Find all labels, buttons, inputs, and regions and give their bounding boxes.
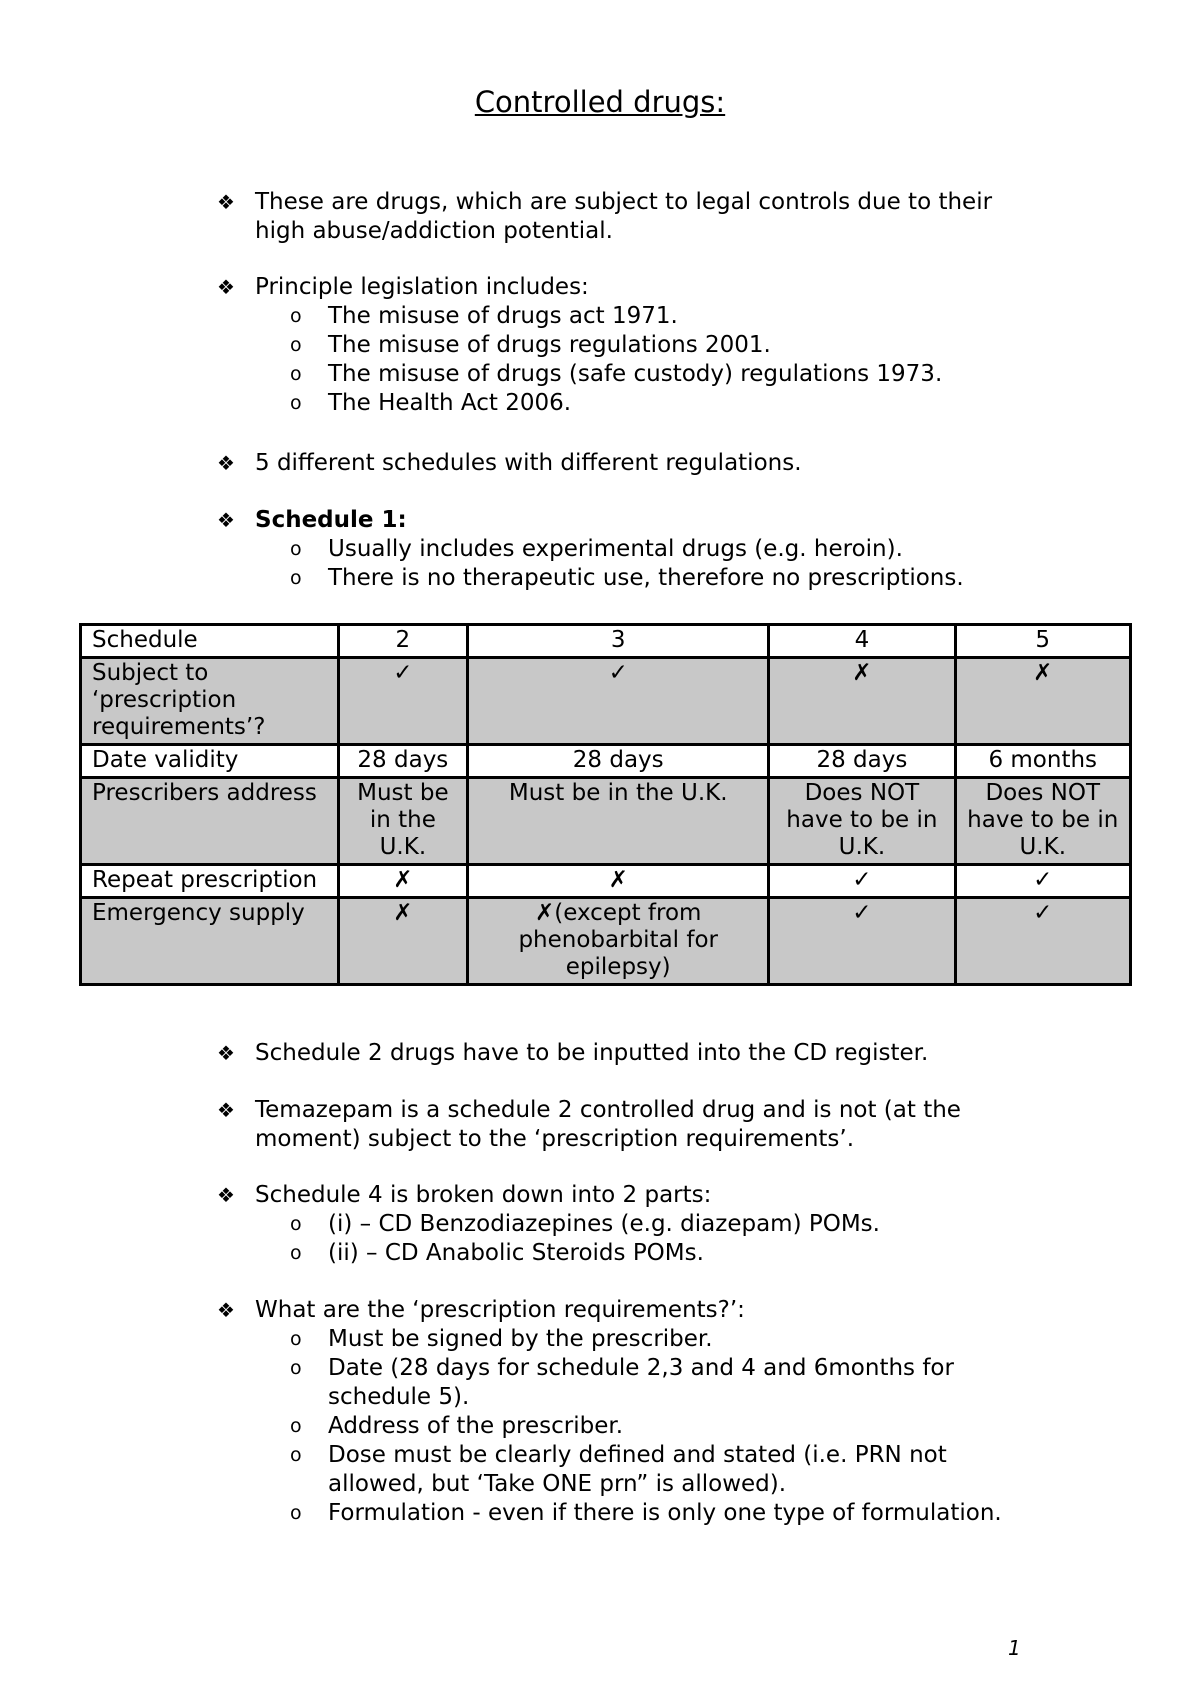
list-item: Date (28 days for schedule 2,3 and 4 and 6months for schedule 5). <box>328 1355 954 1410</box>
table-cell: 28 days <box>468 745 769 778</box>
bullet-schedules <box>0 449 1200 478</box>
table-cell: Does NOT have to be in U.K. <box>955 778 1131 865</box>
bullet-prescription-requirements <box>0 1296 1200 1528</box>
diamond-bullet-icon: ❖ <box>217 1098 235 1122</box>
circle-bullet-icon: o <box>290 1328 302 1350</box>
circle-bullet-icon: o <box>290 1502 302 1524</box>
bullet-legislation <box>0 273 1200 418</box>
page-number: 1 <box>1008 1636 1021 1660</box>
circle-bullet-icon: o <box>290 567 302 589</box>
table-header-cell: Schedule <box>81 625 339 658</box>
row-label: Prescribers address <box>81 778 339 865</box>
bullet-text: Temazepam is a schedule 2 controlled drug and is not (at the moment) subject to the ‘prescription requirements’. <box>255 1097 961 1152</box>
diamond-bullet-icon: ❖ <box>217 1041 235 1065</box>
table-row <box>81 898 1131 985</box>
table-cell: ✓ <box>955 898 1131 985</box>
table-row <box>81 865 1131 898</box>
diamond-bullet-icon: ❖ <box>217 1183 235 1207</box>
table-cell: ✗ <box>468 865 769 898</box>
table-cell: ✗ <box>338 898 468 985</box>
table-row <box>81 778 1131 865</box>
bullet-text: What are the ‘prescription requirements?’: <box>255 1297 745 1323</box>
bullet-cd-register <box>0 1039 1200 1068</box>
table-cell: ✗ <box>338 865 468 898</box>
list-item: (ii) – CD Anabolic Steroids POMs. <box>328 1240 704 1266</box>
row-label: Repeat prescription <box>81 865 339 898</box>
list-item: Usually includes experimental drugs (e.g. heroin). <box>328 536 903 562</box>
table-row <box>81 745 1131 778</box>
bullet-heading: Schedule 1: <box>255 507 407 533</box>
bullet-text: Principle legislation includes: <box>255 274 589 300</box>
table-cell: Must be in the U.K. <box>468 778 769 865</box>
table-cell: ✗(except from phenobarbital for epilepsy) <box>468 898 769 985</box>
table-header-cell: 2 <box>338 625 468 658</box>
schedule-table <box>79 623 1132 986</box>
circle-bullet-icon: o <box>290 538 302 560</box>
table-cell: 6 months <box>955 745 1131 778</box>
row-label: Date validity <box>81 745 339 778</box>
list-item: The misuse of drugs (safe custody) regulations 1973. <box>328 361 943 387</box>
table-header-cell: 5 <box>955 625 1131 658</box>
table-header-cell: 3 <box>468 625 769 658</box>
diamond-bullet-icon: ❖ <box>217 275 235 299</box>
diamond-bullet-icon: ❖ <box>217 451 235 475</box>
table-cell: ✓ <box>769 898 955 985</box>
table-cell: ✓ <box>468 658 769 745</box>
table-cell: ✗ <box>955 658 1131 745</box>
table-cell: ✓ <box>338 658 468 745</box>
page-title: Controlled drugs: <box>474 85 726 119</box>
bullet-text: These are drugs, which are subject to legal controls due to their high abuse/addiction potential. <box>255 189 993 244</box>
list-item: Must be signed by the prescriber. <box>328 1326 713 1352</box>
circle-bullet-icon: o <box>290 1242 302 1264</box>
bullet-schedule-4 <box>0 1181 1200 1268</box>
diamond-bullet-icon: ❖ <box>217 508 235 532</box>
table-cell: 28 days <box>769 745 955 778</box>
circle-bullet-icon: o <box>290 1357 302 1379</box>
table-cell: 28 days <box>338 745 468 778</box>
circle-bullet-icon: o <box>290 1415 302 1437</box>
list-item: The misuse of drugs act 1971. <box>328 303 678 329</box>
bullet-temazepam <box>0 1096 1200 1154</box>
bullet-schedule-1 <box>0 506 1200 593</box>
table-header-row <box>81 625 1131 658</box>
diamond-bullet-icon: ❖ <box>217 1298 235 1322</box>
table-cell: Must be in the U.K. <box>338 778 468 865</box>
diamond-bullet-icon: ❖ <box>217 190 235 214</box>
list-item: Dose must be clearly defined and stated (i.e. PRN not allowed, but ‘Take ONE prn” is allowed). <box>328 1442 947 1497</box>
table-row <box>81 658 1131 745</box>
bullet-text: 5 different schedules with different regulations. <box>255 450 802 476</box>
circle-bullet-icon: o <box>290 305 302 327</box>
table-cell: Does NOT have to be in U.K. <box>769 778 955 865</box>
list-item: The Health Act 2006. <box>328 390 572 416</box>
list-item: There is no therapeutic use, therefore no prescriptions. <box>328 565 964 591</box>
list-item: Formulation - even if there is only one type of formulation. <box>328 1500 1002 1526</box>
circle-bullet-icon: o <box>290 334 302 356</box>
bullet-definition <box>0 188 1200 246</box>
list-item: (i) – CD Benzodiazepines (e.g. diazepam) POMs. <box>328 1211 880 1237</box>
circle-bullet-icon: o <box>290 363 302 385</box>
table-cell: ✓ <box>955 865 1131 898</box>
circle-bullet-icon: o <box>290 392 302 414</box>
row-label: Subject to ‘prescription requirements’? <box>81 658 339 745</box>
circle-bullet-icon: o <box>290 1213 302 1235</box>
table-cell: ✓ <box>769 865 955 898</box>
circle-bullet-icon: o <box>290 1444 302 1466</box>
list-item: The misuse of drugs regulations 2001. <box>328 332 771 358</box>
row-label: Emergency supply <box>81 898 339 985</box>
bullet-text: Schedule 2 drugs have to be inputted into the CD register. <box>255 1040 929 1066</box>
table-cell: ✗ <box>769 658 955 745</box>
table-header-cell: 4 <box>769 625 955 658</box>
list-item: Address of the prescriber. <box>328 1413 624 1439</box>
bullet-text: Schedule 4 is broken down into 2 parts: <box>255 1182 712 1208</box>
